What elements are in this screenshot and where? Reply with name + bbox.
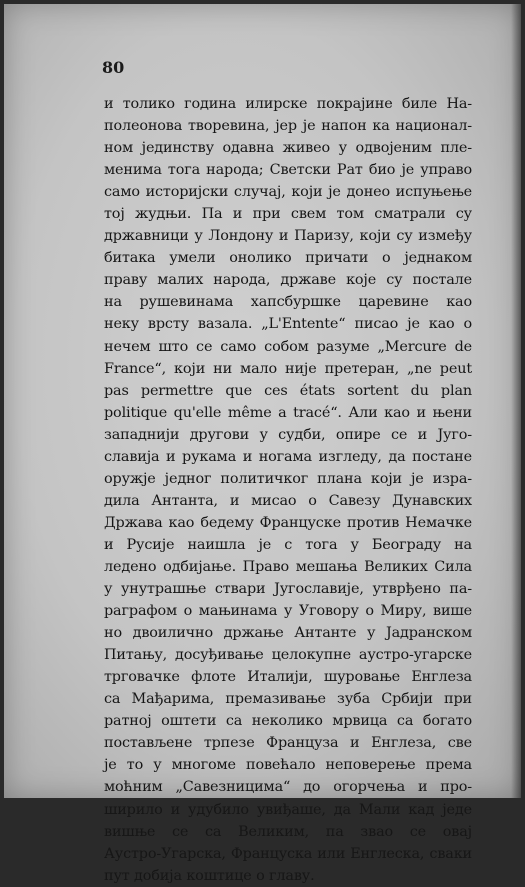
text-line: на рушевинама хапсбуршке царевине као: [104, 294, 472, 311]
text-line: битака умели онолико причати о једнаком: [104, 250, 472, 267]
text-line: но двоилично држање Антанте у Јадранском: [104, 625, 472, 642]
page-number: 80: [102, 58, 125, 77]
text-line: постављене трпезе Француза и Енглеза, све: [104, 735, 472, 752]
page-spine-shadow: [511, 4, 521, 798]
text-line: славија и рукама и ногама изгледу, да постане: [104, 448, 472, 465]
text-line: моћним „Савезницима“ до огорчења и про-: [104, 779, 472, 796]
body-text: [104, 93, 472, 887]
text-line: politique qu'elle même a tracé“. Али као и њени: [104, 404, 472, 421]
text-line: France“, који ни мало није претеран, „ne peut: [104, 360, 472, 377]
text-line: Држава као бедему Француске против Немачке: [104, 514, 472, 531]
text-line: трговачке флоте Италији, шуровање Енглеза: [104, 669, 472, 686]
text-line: са Мађарима, премазивање зуба Србији при: [104, 691, 472, 708]
text-line: тој жудњи. Па и при свем том сматрали су: [104, 206, 472, 223]
text-line: полеонова творевина, јер је напон ка национал-: [104, 118, 472, 135]
book-page: [4, 4, 521, 884]
text-line: и Русије наишла је с тога у Београду на: [104, 536, 472, 553]
text-line: раграфом о мањинама у Уговору о Миру, више: [104, 603, 472, 620]
text-line: само историјски случај, који је донео испуњење: [104, 184, 472, 201]
text-line: дила Антанта, и мисао о Савезу Дунавских: [104, 492, 472, 509]
text-line: pas permettre que ces états sortent du plan: [104, 382, 472, 399]
text-line: нечем што се само собом разуме „Mercure de: [104, 338, 472, 355]
text-line: праву малих народа, државе које су постале: [104, 272, 472, 289]
text-line: је то у многоме повећало неповерење према: [104, 757, 472, 774]
text-line: државници у Лондону и Паризу, који су између: [104, 228, 472, 245]
text-line: и толико година илирске покрајине биле На-: [104, 96, 472, 112]
text-line: ратној оштети са неколико мрвица са богато: [104, 713, 472, 730]
text-line: вишње се са Великим, па звао се овај: [104, 823, 472, 840]
text-line: ледено одбијање. Право мешања Великих Сила: [104, 558, 472, 575]
text-line: у унутрашње ствари Југославије, утврђено па-: [104, 581, 472, 598]
text-line: ширило и удубило увиђаше, да Мали кад једе: [104, 801, 472, 818]
text-line: пут добија коштице о главу.: [104, 867, 315, 884]
text-line: неку врсту вазала. „L'Entente“ писао је као о: [104, 316, 472, 333]
text-line: Аустро-Угарска, Француска или Енглеска, сваки: [104, 845, 472, 862]
text-line: оружје једног политичког плана који је изра-: [104, 470, 472, 487]
text-line: менима тога народа; Светски Рат био је управо: [104, 162, 472, 179]
text-line: ном јединству одавна живео у одвојеним пле-: [104, 140, 472, 157]
text-line: западнији другови у судби, опире се и Југо-: [104, 426, 472, 443]
text-line: Питању, досуђивање целокупне аустро-угарске: [104, 647, 472, 664]
